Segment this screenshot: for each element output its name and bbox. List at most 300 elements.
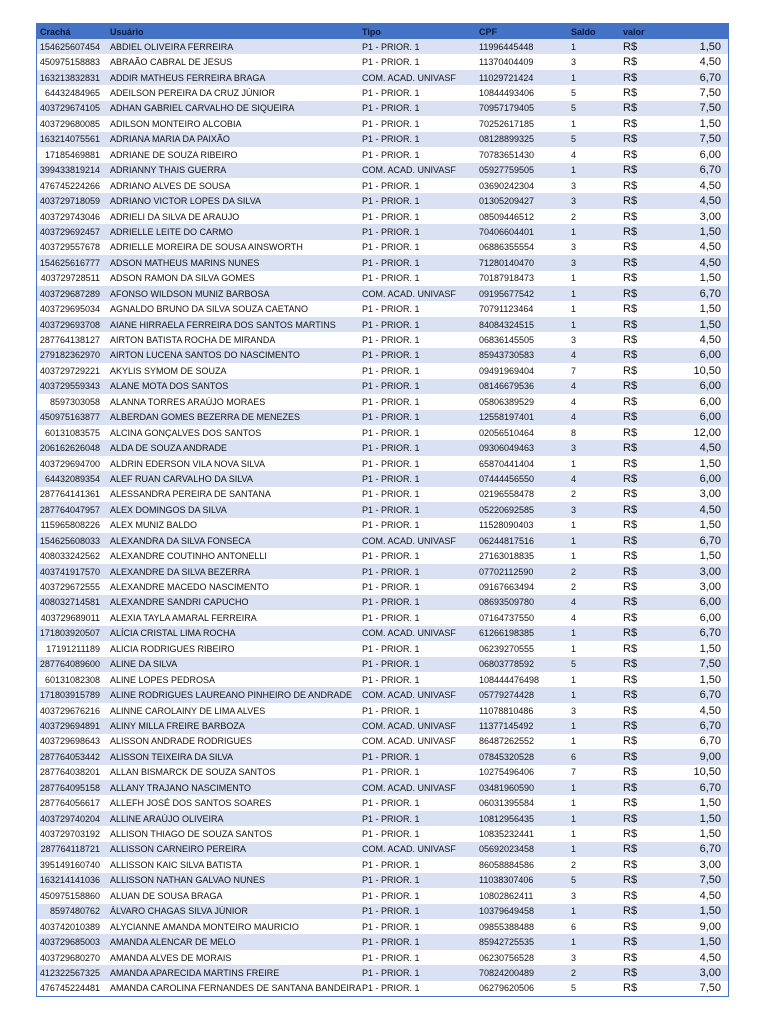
cell-cpf[interactable]: 11029721424	[479, 72, 534, 83]
cell-tipo[interactable]: P1 - PRIOR. 1	[362, 983, 420, 994]
cell-valor[interactable]: 1,50	[699, 905, 721, 918]
cell-badge[interactable]: 450975158860	[39, 890, 100, 901]
cell-saldo[interactable]: 1	[571, 690, 577, 701]
cell-cpf[interactable]: 11377145492	[479, 720, 534, 731]
cell-user[interactable]: ALISSON TEIXEIRA DA SILVA	[110, 751, 234, 762]
cell-saldo[interactable]: 4	[571, 350, 577, 361]
cell-user[interactable]: ALINE LOPES PEDROSA	[110, 674, 216, 685]
cell-tipo[interactable]: COM. ACAD. UNIVASF	[362, 628, 456, 639]
cell-tipo[interactable]: COM. ACAD. UNIVASF	[362, 736, 456, 747]
cell-cpf[interactable]: 09855388488	[479, 921, 535, 932]
cell-user[interactable]: ALESSANDRA PEREIRA DE SANTANA	[110, 489, 271, 500]
cell-tipo[interactable]: P1 - PRIOR. 1	[362, 103, 420, 114]
cell-user[interactable]: ALEX DOMINGOS DA SILVA	[110, 504, 227, 515]
cell-valor[interactable]: 10,50	[693, 364, 721, 377]
cell-tipo[interactable]: P1 - PRIOR. 1	[362, 520, 420, 531]
cell-valor[interactable]: 4,50	[699, 195, 721, 208]
cell-valor[interactable]: 7,50	[699, 658, 721, 671]
cell-currency[interactable]: R$	[623, 318, 638, 331]
cell-user[interactable]: AGNALDO BRUNO DA SILVA SOUZA CAETANO	[110, 304, 309, 315]
cell-currency[interactable]: R$	[623, 704, 638, 717]
cell-currency[interactable]: R$	[623, 596, 638, 609]
cell-tipo[interactable]: P1 - PRIOR. 1	[362, 798, 420, 809]
cell-user[interactable]: ALEXANDRE COUTINHO ANTONELLI	[110, 551, 267, 562]
cell-user[interactable]: AIANE HIRRAELA FERREIRA DOS SANTOS MARTINS	[110, 319, 336, 330]
cell-valor[interactable]: 4,50	[699, 503, 721, 516]
cell-cpf[interactable]: 70783651430	[479, 149, 535, 160]
cell-tipo[interactable]: P1 - PRIOR. 1	[362, 767, 420, 778]
cell-cpf[interactable]: 70824200489	[479, 967, 535, 978]
cell-valor[interactable]: 1,50	[699, 812, 721, 825]
cell-badge[interactable]: 476745224481	[39, 983, 100, 994]
cell-tipo[interactable]: P1 - PRIOR. 1	[362, 875, 420, 886]
cell-user[interactable]: ADRIANNY THAIS GUERRA	[110, 165, 227, 176]
cell-valor[interactable]: 6,70	[699, 287, 721, 300]
cell-currency[interactable]: R$	[623, 581, 638, 594]
cell-user[interactable]: ALCINA GONÇALVES DOS SANTOS	[110, 427, 262, 438]
cell-tipo[interactable]: P1 - PRIOR. 1	[362, 643, 420, 654]
cell-cpf[interactable]: 10379649458	[479, 906, 535, 917]
cell-currency[interactable]: R$	[623, 828, 638, 841]
cell-valor[interactable]: 4,50	[699, 241, 721, 254]
cell-user[interactable]: ALINNE CAROLAINY DE LIMA ALVES	[110, 705, 266, 716]
cell-cpf[interactable]: 03481960590	[479, 782, 535, 793]
cell-tipo[interactable]: P1 - PRIOR. 1	[362, 381, 420, 392]
cell-valor[interactable]: 1,50	[699, 936, 721, 949]
cell-badge[interactable]: 171803920507	[39, 628, 100, 639]
cell-currency[interactable]: R$	[623, 164, 638, 177]
cell-currency[interactable]: R$	[623, 334, 638, 347]
cell-currency[interactable]: R$	[623, 488, 638, 501]
cell-saldo[interactable]: 2	[571, 489, 577, 500]
cell-cpf[interactable]: 86058884586	[479, 859, 535, 870]
cell-valor[interactable]: 4,50	[699, 56, 721, 69]
cell-badge[interactable]: 403729559343	[39, 381, 100, 392]
cell-saldo[interactable]: 1	[571, 813, 577, 824]
cell-user[interactable]: ADILSON MONTEIRO ALCOBIA	[110, 118, 242, 129]
cell-tipo[interactable]: P1 - PRIOR. 1	[362, 304, 420, 315]
cell-user[interactable]: ALLISSON KAIC SILVA BATISTA	[110, 859, 243, 870]
cell-valor[interactable]: 7,50	[699, 874, 721, 887]
cell-saldo[interactable]: 4	[571, 473, 577, 484]
cell-user[interactable]: ALLEFH JOSÉ DOS SANTOS SOARES	[110, 798, 272, 809]
cell-valor[interactable]: 6,70	[699, 534, 721, 547]
cell-cpf[interactable]: 09195677542	[479, 288, 535, 299]
cell-currency[interactable]: R$	[623, 148, 638, 161]
cell-cpf[interactable]: 06230756528	[479, 952, 535, 963]
cell-badge[interactable]: 115965808226	[40, 520, 100, 531]
cell-currency[interactable]: R$	[623, 364, 638, 377]
cell-cpf[interactable]: 05927759505	[479, 165, 535, 176]
cell-badge[interactable]: 403729693708	[39, 319, 100, 330]
cell-tipo[interactable]: P1 - PRIOR. 1	[362, 659, 420, 670]
cell-tipo[interactable]: COM. ACAD. UNIVASF	[362, 535, 456, 546]
cell-currency[interactable]: R$	[623, 565, 638, 578]
cell-user[interactable]: AMANDA APARECIDA MARTINS FREIRE	[110, 967, 280, 978]
cell-badge[interactable]: 287764038201	[39, 767, 100, 778]
cell-valor[interactable]: 1,50	[699, 550, 721, 563]
cell-saldo[interactable]: 1	[571, 674, 577, 685]
cell-tipo[interactable]: P1 - PRIOR. 1	[362, 813, 420, 824]
cell-saldo[interactable]: 4	[571, 396, 577, 407]
cell-saldo[interactable]: 4	[571, 597, 577, 608]
cell-badge[interactable]: 408032714581	[39, 597, 100, 608]
cell-badge[interactable]: 403729729221	[39, 365, 100, 376]
cell-user[interactable]: ALANE MOTA DOS SANTOS	[110, 381, 229, 392]
cell-cpf[interactable]: 10844493406	[479, 88, 535, 99]
cell-user[interactable]: ALDRIN EDERSON VILA NOVA SILVA	[110, 458, 266, 469]
cell-badge[interactable]: 403729689011	[40, 612, 100, 623]
cell-valor[interactable]: 4,50	[699, 256, 721, 269]
cell-valor[interactable]: 1,50	[699, 318, 721, 331]
cell-currency[interactable]: R$	[623, 735, 638, 748]
cell-currency[interactable]: R$	[623, 750, 638, 763]
cell-tipo[interactable]: COM. ACAD. UNIVASF	[362, 165, 456, 176]
cell-saldo[interactable]: 1	[571, 165, 577, 176]
cell-tipo[interactable]: P1 - PRIOR. 1	[362, 952, 420, 963]
cell-saldo[interactable]: 7	[571, 365, 577, 376]
cell-saldo[interactable]: 1	[571, 535, 577, 546]
cell-saldo[interactable]: 4	[571, 612, 577, 623]
cell-user[interactable]: AKYLIS SYMOM DE SOUZA	[110, 365, 227, 376]
cell-saldo[interactable]: 6	[571, 921, 577, 932]
cell-currency[interactable]: R$	[623, 534, 638, 547]
cell-badge[interactable]: 403729703192	[39, 829, 100, 840]
cell-saldo[interactable]: 3	[571, 57, 577, 68]
cell-valor[interactable]: 6,00	[699, 349, 721, 362]
cell-user[interactable]: ALINY MILLA FREIRE BARBOZA	[110, 720, 245, 731]
cell-badge[interactable]: 403729728511	[40, 273, 100, 284]
cell-badge[interactable]: 403729687289	[39, 288, 100, 299]
header-tipo[interactable]: Tipo	[362, 26, 381, 37]
cell-cpf[interactable]: 11528090403	[479, 520, 534, 531]
cell-cpf[interactable]: 10812956435	[479, 813, 535, 824]
cell-currency[interactable]: R$	[623, 133, 638, 146]
cell-tipo[interactable]: P1 - PRIOR. 1	[362, 566, 420, 577]
cell-cpf[interactable]: 71280140470	[479, 257, 535, 268]
cell-user[interactable]: ADSON MATHEUS MARINS NUNES	[110, 257, 260, 268]
cell-currency[interactable]: R$	[623, 858, 638, 871]
cell-tipo[interactable]: COM. ACAD. UNIVASF	[362, 690, 456, 701]
cell-valor[interactable]: 6,00	[699, 611, 721, 624]
cell-badge[interactable]: 287764118721	[40, 844, 100, 855]
cell-currency[interactable]: R$	[623, 241, 638, 254]
cell-saldo[interactable]: 1	[571, 41, 577, 52]
cell-cpf[interactable]: 09491969404	[479, 365, 535, 376]
cell-currency[interactable]: R$	[623, 426, 638, 439]
cell-saldo[interactable]: 3	[571, 257, 577, 268]
cell-tipo[interactable]: P1 - PRIOR. 1	[362, 473, 420, 484]
cell-currency[interactable]: R$	[623, 256, 638, 269]
cell-cpf[interactable]: 85942725535	[479, 937, 535, 948]
cell-cpf[interactable]: 70406604401	[479, 226, 535, 237]
cell-badge[interactable]: 450975163877	[39, 412, 100, 423]
cell-valor[interactable]: 6,00	[699, 411, 721, 424]
cell-valor[interactable]: 3,00	[699, 488, 721, 501]
cell-currency[interactable]: R$	[623, 71, 638, 84]
cell-saldo[interactable]: 3	[571, 890, 577, 901]
cell-badge[interactable]: 17191211189	[46, 643, 100, 654]
cell-cpf[interactable]: 08693509780	[479, 597, 535, 608]
cell-saldo[interactable]: 1	[571, 643, 577, 654]
cell-user[interactable]: AIRTON BATISTA ROCHA DE MIRANDA	[110, 335, 276, 346]
cell-badge[interactable]: 206162626048	[39, 443, 100, 454]
cell-currency[interactable]: R$	[623, 766, 638, 779]
cell-user[interactable]: AMANDA ALENCAR DE MELO	[110, 937, 236, 948]
cell-currency[interactable]: R$	[623, 195, 638, 208]
cell-cpf[interactable]: 08128899325	[479, 134, 535, 145]
cell-tipo[interactable]: P1 - PRIOR. 1	[362, 149, 420, 160]
cell-tipo[interactable]: P1 - PRIOR. 1	[362, 396, 420, 407]
cell-saldo[interactable]: 5	[571, 88, 577, 99]
cell-badge[interactable]: 154625616777	[39, 257, 100, 268]
cell-currency[interactable]: R$	[623, 689, 638, 702]
cell-valor[interactable]: 6,70	[699, 164, 721, 177]
cell-saldo[interactable]: 1	[571, 798, 577, 809]
cell-cpf[interactable]: 05779274428	[479, 690, 535, 701]
cell-cpf[interactable]: 06279620506	[479, 983, 535, 994]
cell-tipo[interactable]: P1 - PRIOR. 1	[362, 226, 420, 237]
cell-badge[interactable]: 403729674105	[39, 103, 100, 114]
cell-badge[interactable]: 403729695034	[39, 304, 100, 315]
cell-cpf[interactable]: 70252617185	[479, 118, 535, 129]
cell-cpf[interactable]: 10275496406	[479, 767, 535, 778]
cell-tipo[interactable]: P1 - PRIOR. 1	[362, 242, 420, 253]
cell-user[interactable]: ALEXANDRE MACEDO NASCIMENTO	[110, 582, 269, 593]
cell-currency[interactable]: R$	[623, 951, 638, 964]
cell-valor[interactable]: 6,00	[699, 148, 721, 161]
cell-saldo[interactable]: 5	[571, 875, 577, 886]
cell-valor[interactable]: 3,00	[699, 210, 721, 223]
cell-valor[interactable]: 6,70	[699, 627, 721, 640]
cell-cpf[interactable]: 07164737550	[479, 612, 535, 623]
cell-tipo[interactable]: P1 - PRIOR. 1	[362, 705, 420, 716]
cell-currency[interactable]: R$	[623, 272, 638, 285]
cell-cpf[interactable]: 11370404409	[479, 57, 534, 68]
cell-saldo[interactable]: 5	[571, 103, 577, 114]
cell-valor[interactable]: 7,50	[699, 133, 721, 146]
cell-saldo[interactable]: 8	[571, 427, 577, 438]
cell-cpf[interactable]: 65870441404	[479, 458, 535, 469]
cell-user[interactable]: ALBERDAN GOMES BEZERRA DE MENEZES	[110, 412, 301, 423]
cell-saldo[interactable]: 1	[571, 319, 577, 330]
cell-cpf[interactable]: 06836145505	[479, 335, 535, 346]
cell-badge[interactable]: 403729698643	[39, 736, 100, 747]
cell-badge[interactable]: 403729692457	[39, 226, 100, 237]
cell-badge[interactable]: 171803915789	[39, 690, 100, 701]
cell-valor[interactable]: 7,50	[699, 982, 721, 995]
cell-valor[interactable]: 1,50	[699, 457, 721, 470]
cell-cpf[interactable]: 61266198385	[479, 628, 535, 639]
cell-badge[interactable]: 60131082308	[44, 674, 100, 685]
cell-user[interactable]: ALLANY TRAJANO NASCIMENTO	[110, 782, 252, 793]
cell-saldo[interactable]: 6	[571, 751, 577, 762]
cell-valor[interactable]: 4,50	[699, 179, 721, 192]
cell-tipo[interactable]: P1 - PRIOR. 1	[362, 427, 420, 438]
cell-valor[interactable]: 4,50	[699, 442, 721, 455]
cell-valor[interactable]: 1,50	[699, 519, 721, 532]
cell-currency[interactable]: R$	[623, 812, 638, 825]
cell-valor[interactable]: 1,50	[699, 272, 721, 285]
header-cpf[interactable]: CPF	[479, 26, 497, 37]
cell-cpf[interactable]: 11038307406	[479, 875, 534, 886]
cell-saldo[interactable]: 4	[571, 412, 577, 423]
cell-currency[interactable]: R$	[623, 210, 638, 223]
cell-tipo[interactable]: P1 - PRIOR. 1	[362, 134, 420, 145]
cell-tipo[interactable]: P1 - PRIOR. 1	[362, 890, 420, 901]
cell-user[interactable]: ALYCIANNE AMANDA MONTEIRO MAURICIO	[110, 921, 299, 932]
cell-currency[interactable]: R$	[623, 658, 638, 671]
cell-valor[interactable]: 4,50	[699, 704, 721, 717]
cell-cpf[interactable]: 70957179405	[479, 103, 535, 114]
cell-saldo[interactable]: 3	[571, 952, 577, 963]
cell-currency[interactable]: R$	[623, 225, 638, 238]
cell-user[interactable]: AMANDA ALVES DE MORAIS	[110, 952, 232, 963]
cell-saldo[interactable]: 5	[571, 983, 577, 994]
cell-badge[interactable]: 450975158883	[39, 57, 100, 68]
cell-valor[interactable]: 6,70	[699, 689, 721, 702]
cell-badge[interactable]: 287764141361	[39, 489, 100, 500]
cell-valor[interactable]: 1,50	[699, 40, 721, 53]
cell-badge[interactable]: 403729672555	[39, 582, 100, 593]
cell-currency[interactable]: R$	[623, 117, 638, 130]
cell-currency[interactable]: R$	[623, 673, 638, 686]
cell-valor[interactable]: 3,00	[699, 858, 721, 871]
cell-cpf[interactable]: 70791123464	[479, 304, 534, 315]
cell-currency[interactable]: R$	[623, 889, 638, 902]
cell-saldo[interactable]: 7	[571, 767, 577, 778]
cell-currency[interactable]: R$	[623, 349, 638, 362]
cell-badge[interactable]: 287764089600	[39, 659, 100, 670]
cell-user[interactable]: ALEF RUAN CARVALHO DA SILVA	[110, 473, 253, 484]
cell-user[interactable]: ADSON RAMON DA SILVA GOMES	[110, 273, 255, 284]
cell-user[interactable]: ALÍCIA CRISTAL LIMA ROCHA	[110, 628, 236, 639]
cell-valor[interactable]: 4,50	[699, 889, 721, 902]
cell-valor[interactable]: 1,50	[699, 303, 721, 316]
cell-currency[interactable]: R$	[623, 380, 638, 393]
cell-tipo[interactable]: P1 - PRIOR. 1	[362, 967, 420, 978]
cell-cpf[interactable]: 10835232441	[479, 829, 535, 840]
cell-saldo[interactable]: 1	[571, 736, 577, 747]
cell-cpf[interactable]: 08146679536	[479, 381, 535, 392]
cell-tipo[interactable]: P1 - PRIOR. 1	[362, 180, 420, 191]
cell-badge[interactable]: 8597303058	[49, 396, 100, 407]
cell-currency[interactable]: R$	[623, 905, 638, 918]
cell-cpf[interactable]: 27163018835	[479, 551, 535, 562]
cell-badge[interactable]: 154625607454	[39, 41, 100, 52]
cell-valor[interactable]: 6,70	[699, 719, 721, 732]
cell-currency[interactable]: R$	[623, 287, 638, 300]
cell-saldo[interactable]: 1	[571, 273, 577, 284]
cell-saldo[interactable]: 1	[571, 520, 577, 531]
cell-currency[interactable]: R$	[623, 303, 638, 316]
cell-cpf[interactable]: 70187918473	[479, 273, 535, 284]
cell-valor[interactable]: 6,70	[699, 843, 721, 856]
cell-cpf[interactable]: 02196558478	[479, 489, 535, 500]
cell-tipo[interactable]: COM. ACAD. UNIVASF	[362, 288, 456, 299]
cell-currency[interactable]: R$	[623, 442, 638, 455]
cell-saldo[interactable]: 2	[571, 859, 577, 870]
cell-currency[interactable]: R$	[623, 102, 638, 115]
cell-badge[interactable]: 476745224266	[39, 180, 100, 191]
cell-cpf[interactable]: 09167663494	[479, 582, 535, 593]
cell-tipo[interactable]: P1 - PRIOR. 1	[362, 196, 420, 207]
cell-cpf[interactable]: 05806389529	[479, 396, 535, 407]
cell-cpf[interactable]: 12558197401	[479, 412, 535, 423]
cell-saldo[interactable]: 1	[571, 628, 577, 639]
cell-cpf[interactable]: 11078810486	[479, 705, 534, 716]
cell-currency[interactable]: R$	[623, 87, 638, 100]
cell-user[interactable]: ALEX MUNIZ BALDO	[110, 520, 198, 531]
cell-badge[interactable]: 403729740204	[39, 813, 100, 824]
cell-saldo[interactable]: 3	[571, 705, 577, 716]
cell-cpf[interactable]: 09306049463	[479, 443, 535, 454]
cell-tipo[interactable]: P1 - PRIOR. 1	[362, 88, 420, 99]
cell-user[interactable]: ADEILSON PEREIRA DA CRUZ JÚNIOR	[110, 88, 276, 99]
cell-valor[interactable]: 1,50	[699, 117, 721, 130]
cell-valor[interactable]: 7,50	[699, 87, 721, 100]
cell-saldo[interactable]: 1	[571, 720, 577, 731]
header-user[interactable]: Usuário	[110, 26, 144, 37]
cell-saldo[interactable]: 1	[571, 226, 577, 237]
cell-tipo[interactable]: P1 - PRIOR. 1	[362, 551, 420, 562]
cell-valor[interactable]: 6,70	[699, 71, 721, 84]
cell-user[interactable]: ADRIANA MARIA DA PAIXÃO	[110, 134, 230, 145]
cell-badge[interactable]: 403729743046	[39, 211, 100, 222]
cell-saldo[interactable]: 1	[571, 458, 577, 469]
cell-badge[interactable]: 403729718059	[39, 196, 100, 207]
cell-badge[interactable]: 64432484965	[44, 88, 100, 99]
cell-saldo[interactable]: 1	[571, 937, 577, 948]
cell-user[interactable]: ADHAN GABRIEL CARVALHO DE SIQUEIRA	[110, 103, 295, 114]
cell-valor[interactable]: 9,00	[699, 920, 721, 933]
cell-user[interactable]: ADRIELI DA SILVA DE ARAUJO	[110, 211, 240, 222]
cell-user[interactable]: ALICIA RODRIGUES RIBEIRO	[110, 643, 235, 654]
cell-saldo[interactable]: 2	[571, 211, 577, 222]
cell-cpf[interactable]: 07444456550	[479, 473, 535, 484]
cell-valor[interactable]: 3,00	[699, 966, 721, 979]
cell-tipo[interactable]: P1 - PRIOR. 1	[362, 443, 420, 454]
cell-cpf[interactable]: 06886355554	[479, 242, 535, 253]
cell-currency[interactable]: R$	[623, 982, 638, 995]
cell-user[interactable]: ALEXANDRA DA SILVA FONSECA	[110, 535, 251, 546]
cell-valor[interactable]: 1,50	[699, 673, 721, 686]
cell-user[interactable]: ALEXANDRE DA SILVA BEZERRA	[110, 566, 251, 577]
cell-tipo[interactable]: P1 - PRIOR. 1	[362, 211, 420, 222]
cell-valor[interactable]: 6,00	[699, 596, 721, 609]
cell-badge[interactable]: 403729694700	[39, 458, 100, 469]
cell-saldo[interactable]: 3	[571, 335, 577, 346]
cell-badge[interactable]: 154625608033	[39, 535, 100, 546]
cell-badge[interactable]: 403729680270	[39, 952, 100, 963]
cell-saldo[interactable]: 2	[571, 967, 577, 978]
cell-badge[interactable]: 403729557678	[39, 242, 100, 253]
cell-currency[interactable]: R$	[623, 936, 638, 949]
cell-saldo[interactable]: 1	[571, 288, 577, 299]
cell-valor[interactable]: 6,70	[699, 781, 721, 794]
cell-valor[interactable]: 4,50	[699, 334, 721, 347]
cell-tipo[interactable]: P1 - PRIOR. 1	[362, 412, 420, 423]
cell-badge[interactable]: 403742010389	[39, 921, 100, 932]
cell-user[interactable]: ALLISSON CARNEIRO PEREIRA	[110, 844, 247, 855]
cell-cpf[interactable]: 85943730583	[479, 350, 535, 361]
cell-tipo[interactable]: P1 - PRIOR. 1	[362, 906, 420, 917]
cell-cpf[interactable]: 02056510464	[479, 427, 535, 438]
cell-badge[interactable]: 412322567325	[39, 967, 100, 978]
cell-user[interactable]: ALEXIA TAYLA AMARAL FERREIRA	[110, 612, 257, 623]
cell-saldo[interactable]: 3	[571, 196, 577, 207]
cell-currency[interactable]: R$	[623, 797, 638, 810]
